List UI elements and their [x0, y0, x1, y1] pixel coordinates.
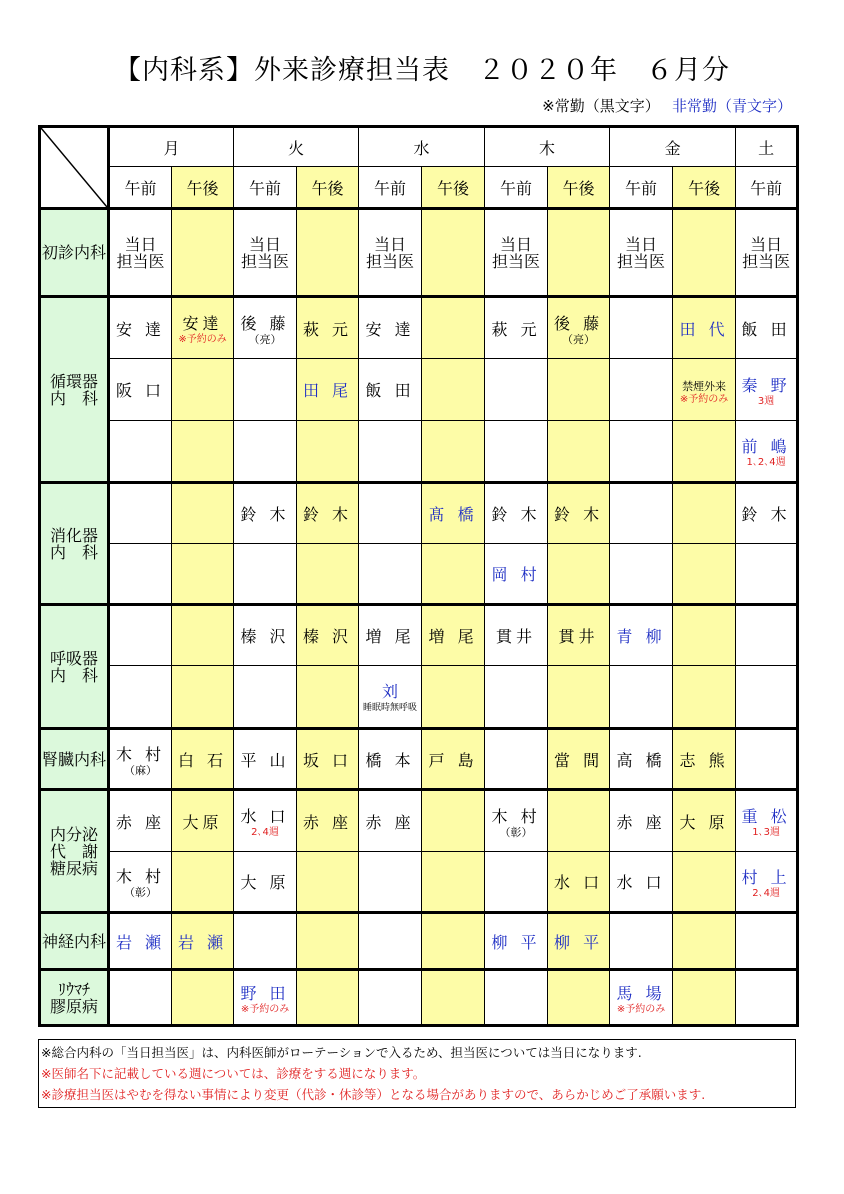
doctor-cell: 鈴 木 — [234, 483, 297, 544]
doctor-cell: 志 熊 — [673, 729, 736, 790]
doctor-cell: 戸 島 — [422, 729, 485, 790]
doctor-cell: 高 橋 — [610, 729, 673, 790]
doctor-cell: 水 口 — [548, 852, 610, 913]
day-sat: 土 — [736, 127, 798, 167]
doctor-cell: 安達 ※予約のみ — [172, 297, 234, 359]
category-shoka: 消化器 内 科 — [40, 483, 109, 605]
doctor-cell: 野 田 ※予約のみ — [234, 970, 297, 1026]
category-rheum: ﾘｳﾏﾁ 膠原病 — [40, 970, 109, 1026]
category-kokyu: 呼吸器 内 科 — [40, 605, 109, 729]
legend-parttime: 非常勤（青文字） — [671, 97, 792, 115]
day-tue: 火 — [234, 127, 359, 167]
footnote-1: ※総合内科の「当日担当医」は、内科医師がローテーションで入るため、担当医については当日になります. — [41, 1045, 642, 1060]
doctor-cell: 村 上 2､4週 — [736, 852, 798, 913]
doctor-cell: 後 藤 （亮） — [548, 297, 610, 359]
tue-pm: 午後 — [297, 167, 359, 209]
doctor-cell: 柳 平 — [548, 913, 610, 970]
doctor-cell: 安 達 — [359, 297, 422, 359]
doctor-cell: 刘 睡眠時無呼吸 — [359, 666, 422, 729]
doctor-cell: 萩 元 — [297, 297, 359, 359]
doctor-cell: 赤 座 — [297, 790, 359, 852]
doctor-cell: 平 山 — [234, 729, 297, 790]
sat-am: 午前 — [736, 167, 798, 209]
doctor-cell: 貫井 — [548, 605, 610, 666]
doctor-cell: 前 嶋 1､2､4週 — [736, 421, 798, 483]
doctor-cell: 水 口 2､4週 — [234, 790, 297, 852]
doctor-cell: 飯 田 — [736, 297, 798, 359]
footnotes — [38, 1039, 796, 1108]
tojitsu-cell: 当日 担当医 — [485, 209, 548, 297]
doctor-cell: 馬 場 ※予約のみ — [610, 970, 673, 1026]
thu-pm: 午後 — [548, 167, 610, 209]
doctor-cell: 大 原 — [234, 852, 297, 913]
doctor-cell: 貫井 — [485, 605, 548, 666]
mon-pm: 午後 — [172, 167, 234, 209]
day-fri: 金 — [610, 127, 736, 167]
doctor-cell: 増 尾 — [359, 605, 422, 666]
legend — [542, 95, 792, 116]
doctor-cell: 増 尾 — [422, 605, 485, 666]
tojitsu-cell: 当日 担当医 — [234, 209, 297, 297]
footnote-3: ※診療担当医はやむを得ない事情により変更（代診・休診等）となる場合がありますので、あらかじめご了承願います. — [41, 1087, 706, 1102]
wed-pm: 午後 — [422, 167, 485, 209]
doctor-cell: 白 石 — [172, 729, 234, 790]
legend-regular: ※常勤（黒文字） — [542, 97, 653, 115]
wed-am: 午前 — [359, 167, 422, 209]
doctor-cell: 岡 村 — [485, 544, 548, 605]
corner-diagonal — [40, 127, 109, 209]
day-mon: 月 — [109, 127, 234, 167]
category-naibunpi: 内分泌 代 謝 糖尿病 — [40, 790, 109, 913]
doctor-cell: 青 柳 — [610, 605, 673, 666]
doctor-cell: 木 村 （麻） — [109, 729, 172, 790]
doctor-cell: 岩 瀬 — [109, 913, 172, 970]
doctor-cell: 榛 沢 — [297, 605, 359, 666]
doctor-cell: 當 間 — [548, 729, 610, 790]
day-wed: 水 — [359, 127, 485, 167]
doctor-cell: 岩 瀬 — [172, 913, 234, 970]
tojitsu-cell: 当日 担当医 — [610, 209, 673, 297]
doctor-cell: 柳 平 — [485, 913, 548, 970]
doctor-cell: 赤 座 — [359, 790, 422, 852]
doctor-cell: 萩 元 — [485, 297, 548, 359]
doctor-cell: 鈴 木 — [297, 483, 359, 544]
doctor-cell: 飯 田 — [359, 359, 422, 421]
doctor-cell: 鈴 木 — [548, 483, 610, 544]
doctor-cell: 大原 — [172, 790, 234, 852]
doctor-cell: 田 代 — [673, 297, 736, 359]
day-thu: 木 — [485, 127, 610, 167]
doctor-cell: 後 藤 （亮） — [234, 297, 297, 359]
footnote-2: ※医師名下に記載している週については、診療をする週になります。 — [41, 1066, 426, 1081]
doctor-cell: 秦 野 3週 — [736, 359, 798, 421]
doctor-cell: 赤 座 — [109, 790, 172, 852]
page-title: 【内科系】外来診療担当表 ２０２０年 ６月分 — [114, 55, 730, 86]
category-shoshin: 初診内科 — [40, 209, 109, 297]
tojitsu-cell: 当日 担当医 — [359, 209, 422, 297]
doctor-cell: 鈴 木 — [485, 483, 548, 544]
fri-pm: 午後 — [673, 167, 736, 209]
mon-am: 午前 — [109, 167, 172, 209]
doctor-cell: 重 松 1､3週 — [736, 790, 798, 852]
doctor-cell: 赤 座 — [610, 790, 673, 852]
doctor-cell: 阪 口 — [109, 359, 172, 421]
doctor-cell: 髙 橋 — [422, 483, 485, 544]
doctor-cell: 鈴 木 — [736, 483, 798, 544]
doctor-cell: 木 村 （彰） — [485, 790, 548, 852]
tue-am: 午前 — [234, 167, 297, 209]
tojitsu-cell: 当日 担当医 — [109, 209, 172, 297]
thu-am: 午前 — [485, 167, 548, 209]
doctor-cell: 安 達 — [109, 297, 172, 359]
doctor-cell: 大 原 — [673, 790, 736, 852]
category-jinzo: 腎臓内科 — [40, 729, 109, 790]
doctor-cell: 水 口 — [610, 852, 673, 913]
fri-am: 午前 — [610, 167, 673, 209]
doctor-cell: 禁煙外来 ※予約のみ — [673, 359, 736, 421]
category-junkan: 循環器 内 科 — [40, 297, 109, 483]
doctor-cell: 田 尾 — [297, 359, 359, 421]
tojitsu-cell: 当日 担当医 — [736, 209, 798, 297]
doctor-cell: 榛 沢 — [234, 605, 297, 666]
category-shinkei: 神経内科 — [40, 913, 109, 970]
schedule-table — [38, 125, 799, 1027]
doctor-cell: 木 村 （彰） — [109, 852, 172, 913]
doctor-cell: 坂 口 — [297, 729, 359, 790]
doctor-cell: 橋 本 — [359, 729, 422, 790]
